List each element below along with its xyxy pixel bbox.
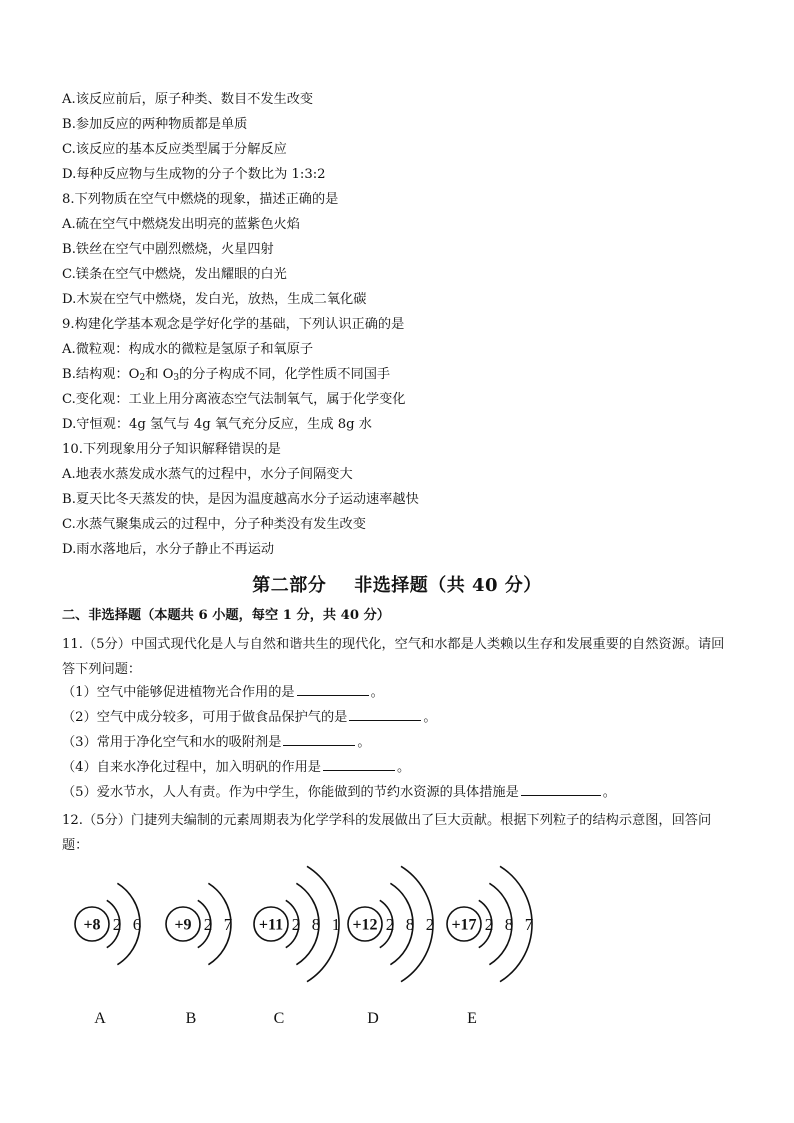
answer-blank[interactable] (521, 782, 601, 796)
electron-count: 2 (112, 915, 122, 934)
answer-blank[interactable] (283, 732, 355, 746)
nucleus-charge: +8 (83, 916, 101, 934)
q11-item-4: （4）自来水净化过程中，加入明矾的作用是 。 (62, 757, 410, 777)
q7-option-b: B.参加反应的两种物质都是单质 (62, 117, 248, 132)
q10-option-a: A.地表水蒸发成水蒸气的过程中，水分子间隔变大 (62, 467, 353, 482)
q12-stem: 12.（5分）门捷列夫编制的元素周期表为化学学科的发展做出了巨大贡献。根据下列粒子的结构示意图，回答问题： (62, 813, 712, 853)
q10-option-c: C.水蒸气聚集成云的过程中，分子种类没有发生改变 (62, 517, 366, 532)
electron-count: 2 (291, 915, 301, 934)
atomic-structure-diagrams (62, 860, 542, 1030)
answer-blank[interactable] (349, 707, 421, 721)
q8-option-a: A.硫在空气中燃烧发出明亮的蓝紫色火焰 (62, 217, 300, 232)
q11-item-1: （1）空气中能够促进植物光合作用的是 。 (62, 682, 384, 702)
q10-option-d: D.雨水落地后，水分子静止不再运动 (62, 542, 275, 557)
atom-diagram-b (166, 883, 233, 1027)
q9-option-b: B.结构观：$O_2$和 $O_3$的分子构成不同，化学性质不同国手 (62, 367, 391, 383)
electron-count: 2 (385, 915, 395, 934)
electron-count: 7 (524, 915, 534, 934)
q11-stem: 11.（5分）中国式现代化是人与自然和谐共生的现代化，空气和水都是人类赖以生存和发展重要的自然资源。请回答下列问题： (62, 637, 725, 677)
electron-count: 8 (405, 915, 415, 934)
section-name: 非选择题（共 40 分） (354, 575, 542, 596)
q7-option-a: A.该反应前后，原子种类、数目不发生改变 (62, 92, 314, 107)
q9-option-c: C.变化观：工业上用分离液态空气法制氧气，属于化学变化 (62, 392, 406, 407)
atom-label: C (273, 1010, 285, 1027)
electron-count: 1 (331, 915, 341, 934)
q8-option-d: D.木炭在空气中燃烧，发白光，放热，生成二氧化碳 (62, 292, 367, 307)
electron-count: 7 (223, 915, 233, 934)
section-part: 第二部分 (252, 575, 327, 596)
nucleus-charge: +12 (352, 916, 378, 934)
atom-label: B (185, 1010, 197, 1027)
q8-stem: 8.下列物质在空气中燃烧的现象，描述正确的是 (62, 192, 339, 207)
q9-option-d: D.守恒观：4g 氢气与 4g 氧气充分反应，生成 8g 水 (62, 417, 372, 432)
q7-option-d: D.每种反应物与生成物的分子个数比为 1:3:2 (62, 167, 326, 182)
atom-label: D (367, 1010, 379, 1027)
electron-count: 8 (504, 915, 514, 934)
q9-option-a: A.微粒观：构成水的微粒是氢原子和氧原子 (62, 342, 314, 357)
nucleus-charge: +17 (451, 916, 477, 934)
electron-count: 6 (132, 915, 142, 934)
electron-count: 2 (203, 915, 213, 934)
q11-item-5: （5）爱水节水，人人有责。作为中学生，你能做到的节约水资源的具体措施是 。 (62, 782, 616, 802)
q11-item-3: （3）常用于净化空气和水的吸附剂是 。 (62, 732, 371, 752)
atom-diagram-e (447, 866, 534, 1027)
answer-blank[interactable] (297, 682, 369, 696)
q9-stem: 9.构建化学基本观念是学好化学的基础，下列认识正确的是 (62, 317, 405, 332)
section-title (0, 571, 794, 597)
q10-option-b: B.夏天比冬天蒸发的快，是因为温度越高水分子运动速率越快 (62, 492, 419, 507)
atom-diagram-a (75, 883, 141, 1027)
electron-count: 2 (425, 915, 435, 934)
atom-diagram-d (348, 866, 434, 1027)
answer-blank[interactable] (323, 757, 395, 771)
atom-diagram-c (254, 866, 340, 1027)
q10-stem: 10.下列现象用分子知识解释错误的是 (62, 442, 281, 457)
atom-label: A (94, 1010, 106, 1027)
q7-option-c: C.该反应的基本反应类型属于分解反应 (62, 142, 287, 157)
electron-count: 2 (484, 915, 494, 934)
q8-option-c: C.镁条在空气中燃烧，发出耀眼的白光 (62, 267, 287, 282)
section-subheading: 二、非选择题（本题共 6 小题，每空 1 分，共 40 分） (62, 608, 390, 623)
q8-option-b: B.铁丝在空气中剧烈燃烧，火星四射 (62, 242, 274, 257)
nucleus-charge: +9 (174, 916, 192, 934)
electron-count: 8 (311, 915, 321, 934)
atom-label: E (467, 1010, 477, 1027)
q11-item-2: （2）空气中成分较多，可用于做食品保护气的是 。 (62, 707, 437, 727)
nucleus-charge: +11 (258, 916, 284, 934)
